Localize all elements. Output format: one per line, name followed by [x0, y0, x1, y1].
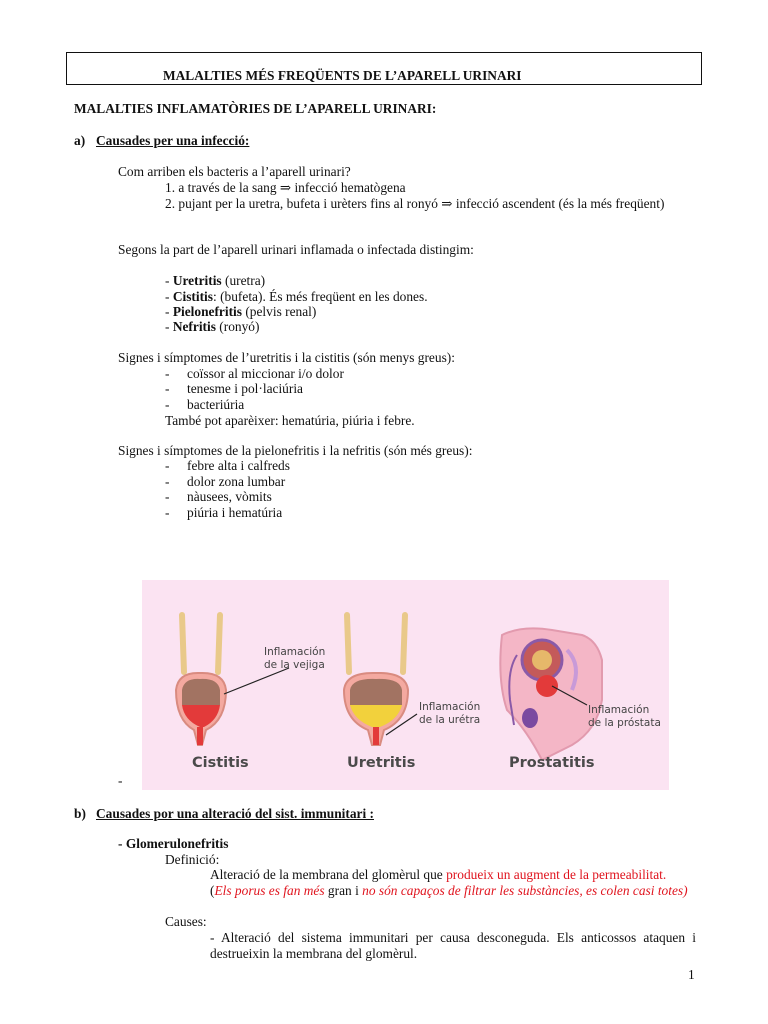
list-item: - nàusees, vòmits — [165, 489, 272, 504]
signs1-intro: Signes i símptomes de l’uretritis i la cistitis (són menys greus): — [118, 350, 455, 365]
type-cistitis: - Cistitis: (bufeta). És més freqüent en les dones. — [165, 289, 428, 304]
label-uretritis: Uretritis — [347, 755, 416, 771]
title-box — [66, 52, 702, 85]
anno-prostate: Inflamación de la próstata — [588, 704, 661, 729]
signs2-intro: Signes i símptomes de la pielonefritis i la nefritis (són més greus): — [118, 443, 473, 458]
disease-title: - Glomerulonefritis — [118, 836, 229, 851]
prostatitis-illustration — [500, 628, 602, 760]
definition-label: Definició: — [165, 852, 220, 867]
inflammation-figure — [142, 580, 669, 790]
question-text: Com arriben els bacteris a l’aparell urinari? — [118, 164, 351, 179]
type-uretritis: - Uretritis (uretra) — [165, 273, 266, 288]
list-item: - bacteriúria — [165, 397, 245, 412]
list-item: - dolor zona lumbar — [165, 474, 286, 489]
type-nefritis: - Nefritis (ronyó) — [165, 319, 260, 334]
signs1-extra: També pot aparèixer: hematúria, piúria i febre. — [165, 413, 415, 428]
segons-text: Segons la part de l’aparell urinari inflamada o infectada distingim: — [118, 242, 474, 257]
page-title: MALALTIES MÉS FREQÜENTS DE L’APARELL URINARI — [163, 68, 522, 83]
label-prostatitis: Prostatitis — [509, 755, 595, 771]
label-cistitis: Cistitis — [192, 755, 249, 771]
cause-1: - Alteració del sistema immunitari per causa desconeguda. Els anticossos ataquen i destrueixin la membrana del glomèrul. — [210, 930, 696, 961]
definition-text: Alteració de la membrana del glomèrul que produeix un augment de la permeabilitat. (Els porus es fan més gran i no són capaços de filtrar les substàncies, es colen casi totes) — [210, 867, 688, 898]
section-a-marker: a) — [74, 133, 86, 148]
anno-bladder: Inflamación de la vejiga — [264, 646, 326, 671]
route-2: 2. pujant per la uretra, bufeta i urèters fins al ronyó ⇒ infecció ascendent (és la més freqüent) — [165, 196, 665, 211]
list-item: - febre alta i calfreds — [165, 458, 290, 473]
list-item: - coïssor al miccionar i/o dolor — [165, 366, 344, 381]
type-pielonefritis: - Pielonefritis (pelvis renal) — [165, 304, 317, 319]
page-number: 1 — [688, 967, 695, 982]
list-item: - piúria i hematúria — [165, 505, 283, 520]
section-a-title: Causades per una infecció: — [96, 133, 250, 148]
dash-after-figure: - — [118, 773, 123, 788]
section-heading: MALALTIES INFLAMATÒRIES DE L’APARELL URINARI: — [74, 101, 437, 116]
section-b-title: Causades por una alteració del sist. immunitari : — [96, 806, 374, 821]
uretritis-bladder-illustration — [344, 615, 408, 745]
list-item: - tenesme i pol·laciúria — [165, 381, 304, 396]
section-b-marker: b) — [74, 806, 86, 821]
anno-urethra: Inflamación de la urétra — [419, 701, 481, 726]
cistitis-bladder-illustration — [176, 615, 226, 745]
route-1: 1. a través de la sang ⇒ infecció hematògena — [165, 180, 406, 195]
causes-label: Causes: — [165, 914, 207, 929]
